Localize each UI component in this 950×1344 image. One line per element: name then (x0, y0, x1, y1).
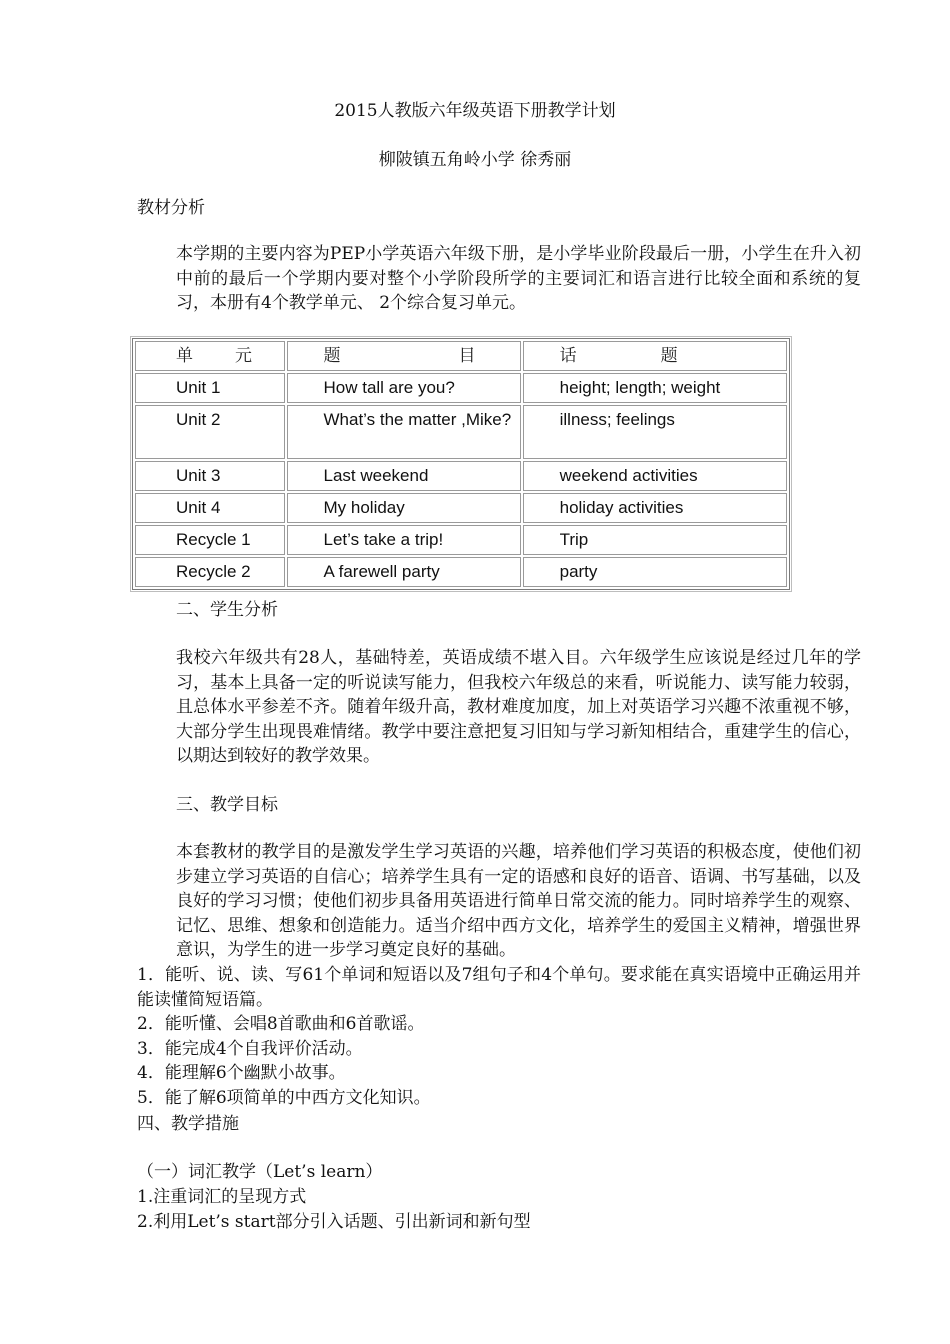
section-heading-materials: 教材分析 (137, 198, 205, 218)
cell-unit: Recycle 1 (135, 525, 285, 555)
header-unit (135, 341, 285, 371)
header-title (287, 341, 521, 371)
header-topic-char-1: 话 (559, 346, 577, 366)
goals-paragraph (137, 840, 861, 963)
vocab-heading: （一）词汇教学（Let’s learn） (137, 1162, 383, 1182)
section-heading-goals: 三、教学目标 (176, 795, 278, 815)
list-item: 1．能听、说、读、写61个单词和短语以及7组句子和4个单句。要求能在真实语境中正确运用并能读懂简短语篇。 (137, 965, 861, 1010)
section-heading-students: 二、学生分析 (176, 600, 278, 620)
header-title-char-1: 题 (323, 346, 341, 366)
cell-unit: Unit 3 (135, 461, 285, 491)
goals-paragraph-text: 本套教材的教学目的是激发学生学习英语的兴趣，培养他们学习英语的积极态度，使他们初步建立学习英语的自信心；培养学生具有一定的语感和良好的语音、语调、书写基础，以及良好的学习习惯；使他们初步具备用英语进行简单日常交流的能力。同时培养学生的观察、记忆、思维、想象和创造能力。适当介绍中西方文化，培养学生的爱国主义精神，增强世界意识，为学生的进一步学习奠定良好的基础。 (176, 842, 861, 960)
students-paragraph (137, 646, 861, 769)
goals-list (137, 963, 861, 1110)
header-topic (523, 341, 787, 371)
table-row (135, 461, 787, 491)
header-title-char-2: 目 (458, 346, 476, 366)
cell-title: Last weekend (287, 461, 521, 491)
table-row (135, 525, 787, 555)
materials-paragraph-text: 本学期的主要内容为PEP小学英语六年级下册，是小学毕业阶段最后一册，小学生在升入初中前的最后一个学期内要对整个小学阶段所学的主要词汇和语言进行比较全面和系统的复习，本册有4个教学单元、 2个综合复习单元。 (176, 244, 861, 313)
students-paragraph-text: 我校六年级共有28人，基础特差，英语成绩不堪入目。六年级学生应该说是经过几年的学习，基本上具备一定的听说读写能力，但我校六年级总的来看，听说能力、读写能力较弱，且总体水平参差不齐。随着年级升高，教材难度加度，加上对英语学习兴趣不浓重视不够，大部分学生出现畏难情绪。教学中要注意把复习旧知与学习新知相结合，重建学生的信心，以期达到较好的教学效果。 (176, 648, 861, 766)
cell-topic: holiday activities (523, 493, 787, 523)
cell-topic: party (523, 557, 787, 587)
cell-topic: height; length; weight (523, 373, 787, 403)
cell-unit: Unit 4 (135, 493, 285, 523)
cell-title: Let’s take a trip! (287, 525, 521, 555)
table-header-row (135, 341, 787, 371)
section-heading-measures: 四、教学措施 (137, 1114, 239, 1134)
cell-title: What’s the matter ,Mike? (287, 405, 521, 459)
cell-topic: weekend activities (523, 461, 787, 491)
list-item: 2．能听懂、会唱8首歌曲和6首歌谣。 (137, 1014, 425, 1034)
cell-topic: illness; feelings (523, 405, 787, 459)
list-item: 2.利用Let’s start部分引入话题、引出新词和新句型 (137, 1212, 531, 1232)
cell-title: A farewell party (287, 557, 521, 587)
cell-unit: Unit 1 (135, 373, 285, 403)
document-author: 柳陂镇五角岭小学 徐秀丽 (378, 150, 572, 170)
header-topic-char-2: 题 (660, 346, 678, 366)
table-row (135, 373, 787, 403)
list-item: 3．能完成4个自我评价活动。 (137, 1038, 363, 1059)
cell-title: My holiday (287, 493, 521, 523)
list-item: 5．能了解6项简单的中西方文化知识。 (137, 1087, 431, 1108)
cell-title: How tall are you? (287, 373, 521, 403)
cell-unit: Recycle 2 (135, 557, 285, 587)
cell-topic: Trip (523, 525, 787, 555)
table-row (135, 493, 787, 523)
materials-paragraph (137, 242, 861, 316)
unit-table (132, 338, 790, 590)
list-item: 1.注重词汇的呈现方式 (137, 1187, 307, 1207)
table-row (135, 557, 787, 587)
table-row (135, 405, 787, 459)
document-title: 2015人教版六年级英语下册教学计划 (334, 101, 616, 121)
cell-unit: Unit 2 (135, 405, 285, 459)
list-item: 4．能理解6个幽默小故事。 (137, 1063, 346, 1083)
header-unit-char-1: 单 (176, 346, 193, 366)
header-unit-char-2: 元 (235, 346, 252, 366)
